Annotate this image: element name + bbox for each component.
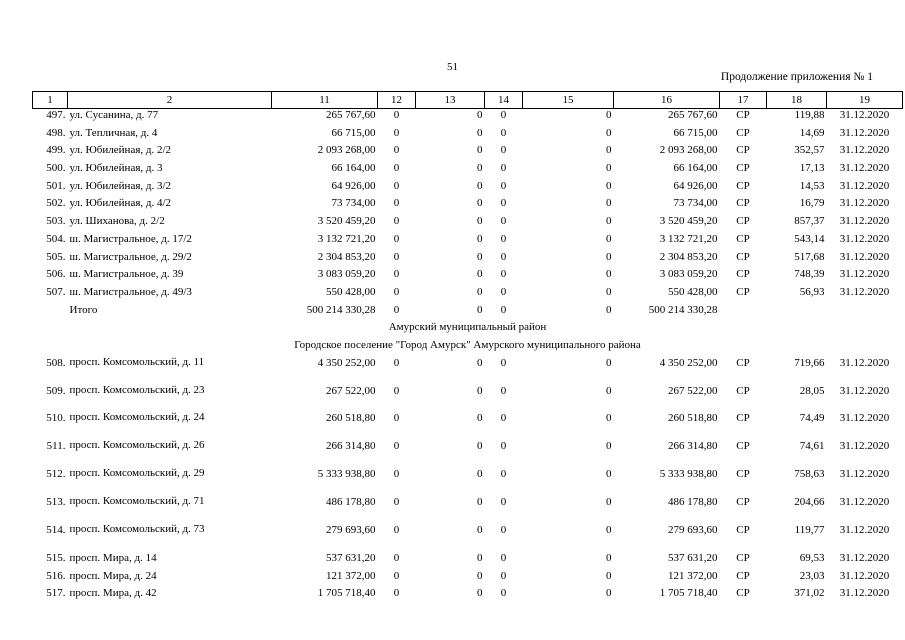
row-number: 510. [46, 412, 66, 425]
row-number: 516. [46, 569, 66, 582]
col-16-cell: 121 372,00 [668, 569, 718, 582]
row-number: 513. [46, 496, 66, 509]
col-17-cell: СР [736, 551, 750, 564]
table-row [33, 180, 903, 198]
col-16-cell: 73 734,00 [673, 197, 718, 210]
address-cell: ул. Тепличная, д. 4 [69, 126, 158, 139]
col-header-11: 11 [272, 92, 378, 109]
total-number-cell [33, 304, 68, 322]
district-row [33, 321, 903, 339]
col-13-cell: 0 [477, 412, 483, 425]
col-16-cell: 2 304 853,20 [659, 250, 718, 263]
row-number: 509. [46, 384, 66, 397]
col-15-cell: 0 [606, 144, 612, 157]
col-15-cell: 0 [606, 285, 612, 298]
col-16-cell: 66 164,00 [673, 162, 718, 175]
row-number: 504. [46, 232, 66, 245]
col-12-cell: 0 [393, 523, 400, 536]
total-col-15: 0 [606, 303, 612, 316]
col-18-cell: 517,68 [794, 250, 825, 263]
col-14-cell: 0 [500, 232, 507, 245]
col-14-cell: 0 [500, 268, 507, 281]
col-17-cell: СР [736, 197, 750, 210]
col-14-cell: 0 [500, 179, 507, 192]
col-11-cell: 2 093 268,00 [317, 144, 376, 157]
row-number: 514. [46, 523, 66, 536]
col-13-cell: 0 [477, 551, 483, 564]
col-11-cell: 66 164,00 [331, 162, 376, 175]
col-header-15: 15 [523, 92, 614, 109]
col-15-cell: 0 [606, 551, 612, 564]
table-row [33, 357, 903, 385]
row-number: 505. [46, 250, 66, 263]
table-row [33, 144, 903, 162]
address-cell: просп. Комсомольский, д. 71 [69, 495, 205, 508]
col-12-cell: 0 [393, 268, 400, 281]
col-13-cell: 0 [477, 356, 483, 369]
table-row [33, 215, 903, 233]
col-15-cell: 0 [606, 587, 612, 600]
col-19-cell: 31.12.2020 [839, 126, 890, 139]
table-row [33, 412, 903, 440]
col-15-cell: 0 [606, 569, 612, 582]
col-17-cell: СР [736, 523, 750, 536]
address-cell: ул. Юбилейная, д. 3/2 [69, 179, 172, 192]
col-13-cell: 0 [477, 232, 483, 245]
col-14-cell: 0 [500, 440, 507, 453]
col-18-cell: 74,61 [799, 440, 825, 453]
col-13-cell: 0 [477, 144, 483, 157]
col-11-cell: 121 372,00 [326, 569, 376, 582]
total-col-17 [720, 304, 767, 322]
total-col-19 [827, 304, 903, 322]
col-18-cell: 371,02 [794, 587, 825, 600]
col-13-cell: 0 [477, 179, 483, 192]
col-19-cell: 31.12.2020 [839, 384, 890, 397]
col-17-cell: СР [736, 126, 750, 139]
col-19-cell: 31.12.2020 [839, 250, 890, 263]
col-12-cell: 0 [393, 109, 400, 121]
table-row [33, 162, 903, 180]
col-17-cell: СР [736, 162, 750, 175]
col-12-cell: 0 [393, 412, 400, 425]
col-12-cell: 0 [393, 468, 400, 481]
col-14-cell: 0 [500, 162, 507, 175]
row-number: 500. [46, 162, 66, 175]
col-13-cell: 0 [477, 162, 483, 175]
row-number: 517. [46, 587, 66, 600]
address-cell: ш. Магистральное, д. 39 [69, 268, 184, 281]
col-13-cell: 0 [477, 109, 483, 121]
settlement-row [33, 339, 903, 357]
table-row [33, 552, 903, 570]
col-15-cell: 0 [606, 523, 612, 536]
col-18-cell: 69,53 [799, 551, 825, 564]
total-col-11: 500 214 330,28 [306, 303, 376, 316]
total-label: Итого [69, 303, 98, 316]
col-14-cell: 0 [500, 285, 507, 298]
col-17-cell: СР [736, 440, 750, 453]
col-17-cell: СР [736, 569, 750, 582]
col-17-cell: СР [736, 109, 750, 121]
address-cell: ул. Сусанина, д. 77 [69, 109, 159, 121]
col-17-cell: СР [736, 232, 750, 245]
col-17-cell: СР [736, 587, 750, 600]
col-17-cell: СР [736, 179, 750, 192]
col-19-cell: 31.12.2020 [839, 109, 890, 121]
col-19-cell: 31.12.2020 [839, 268, 890, 281]
col-13-cell: 0 [477, 250, 483, 263]
row-number: 515. [46, 551, 66, 564]
col-14-cell: 0 [500, 215, 507, 228]
address-cell: ул. Юбилейная, д. 3 [69, 162, 163, 175]
col-14-cell: 0 [500, 109, 507, 121]
row-number: 501. [46, 179, 66, 192]
col-18-cell: 204,66 [794, 496, 825, 509]
col-12-cell: 0 [393, 144, 400, 157]
col-16-cell: 486 178,80 [668, 496, 718, 509]
address-cell: ул. Юбилейная, д. 4/2 [69, 197, 172, 210]
table-row [33, 440, 903, 468]
col-13-cell: 0 [477, 384, 483, 397]
col-16-cell: 550 428,00 [668, 285, 718, 298]
col-19-cell: 31.12.2020 [839, 587, 890, 600]
col-16-cell: 2 093 268,00 [659, 144, 718, 157]
col-15-cell: 0 [606, 232, 612, 245]
col-15-cell: 0 [606, 496, 612, 509]
col-17-cell: СР [736, 285, 750, 298]
col-16-cell: 267 522,00 [668, 384, 718, 397]
address-cell: просп. Комсомольский, д. 23 [69, 383, 205, 396]
col-11-cell: 537 631,20 [326, 551, 376, 564]
col-15-cell: 0 [606, 215, 612, 228]
row-number: 507. [46, 285, 66, 298]
col-11-cell: 260 518,80 [326, 412, 376, 425]
address-cell: просп. Комсомольский, д. 24 [69, 411, 205, 424]
col-19-cell: 31.12.2020 [839, 232, 890, 245]
col-18-cell: 719,66 [794, 356, 825, 369]
col-11-cell: 267 522,00 [326, 384, 376, 397]
address-cell: просп. Комсомольский, д. 26 [69, 439, 205, 452]
col-11-cell: 64 926,00 [331, 179, 376, 192]
table-row [33, 385, 903, 413]
col-11-cell: 1 705 718,40 [317, 587, 376, 600]
col-19-cell: 31.12.2020 [839, 440, 890, 453]
col-19-cell: 31.12.2020 [839, 569, 890, 582]
col-16-cell: 3 132 721,20 [659, 232, 718, 245]
col-header-13: 13 [416, 92, 485, 109]
table-row [33, 197, 903, 215]
col-13-cell: 0 [477, 587, 483, 600]
col-15-cell: 0 [606, 197, 612, 210]
col-15-cell: 0 [606, 384, 612, 397]
col-18-cell: 56,93 [799, 285, 825, 298]
col-16-cell: 260 518,80 [668, 412, 718, 425]
col-18-cell: 14,53 [799, 179, 825, 192]
col-header-16: 16 [614, 92, 720, 109]
row-number: 503. [46, 215, 66, 228]
col-13-cell: 0 [477, 285, 483, 298]
col-19-cell: 31.12.2020 [839, 551, 890, 564]
col-14-cell: 0 [500, 496, 507, 509]
col-17-cell: СР [736, 356, 750, 369]
col-16-cell: 5 333 938,80 [659, 468, 718, 481]
address-cell: ул. Юбилейная, д. 2/2 [69, 144, 172, 157]
total-col-14: 0 [500, 303, 507, 316]
col-19-cell: 31.12.2020 [839, 412, 890, 425]
total-col-16: 500 214 330,28 [648, 303, 718, 316]
row-number: 508. [46, 356, 66, 369]
page-number: 51 [447, 61, 458, 73]
col-11-cell: 266 314,80 [326, 440, 376, 453]
col-16-cell: 265 767,60 [668, 109, 718, 121]
table-body-section-b [33, 357, 903, 552]
col-13-cell: 0 [477, 126, 483, 139]
row-number: 506. [46, 268, 66, 281]
col-18-cell: 758,63 [794, 468, 825, 481]
col-15-cell: 0 [606, 126, 612, 139]
col-15-cell: 0 [606, 468, 612, 481]
appendix-table [32, 91, 903, 605]
col-13-cell: 0 [477, 215, 483, 228]
table-body-section-a [33, 109, 903, 304]
col-19-cell: 31.12.2020 [839, 496, 890, 509]
col-13-cell: 0 [477, 268, 483, 281]
col-18-cell: 543,14 [794, 232, 825, 245]
col-19-cell: 31.12.2020 [839, 179, 890, 192]
settlement-heading: Городское поселение "Город Амурск" Амурского муниципального района [294, 338, 641, 351]
table-row [33, 109, 903, 127]
col-16-cell: 537 631,20 [668, 551, 718, 564]
table-row [33, 468, 903, 496]
col-11-cell: 550 428,00 [326, 285, 376, 298]
table-row [33, 251, 903, 269]
col-17-cell: СР [736, 384, 750, 397]
col-17-cell: СР [736, 468, 750, 481]
table-body-total [33, 304, 903, 357]
col-18-cell: 352,57 [794, 144, 825, 157]
col-header-14: 14 [485, 92, 523, 109]
address-cell: просп. Мира, д. 14 [69, 551, 157, 564]
col-12-cell: 0 [393, 179, 400, 192]
col-17-cell: СР [736, 250, 750, 263]
col-12-cell: 0 [393, 356, 400, 369]
col-14-cell: 0 [500, 412, 507, 425]
col-14-cell: 0 [500, 250, 507, 263]
col-13-cell: 0 [477, 440, 483, 453]
col-19-cell: 31.12.2020 [839, 162, 890, 175]
col-18-cell: 14,69 [799, 126, 825, 139]
col-14-cell: 0 [500, 468, 507, 481]
address-cell: ш. Магистральное, д. 29/2 [69, 250, 192, 263]
table-row [33, 268, 903, 286]
col-17-cell: СР [736, 496, 750, 509]
col-16-cell: 279 693,60 [668, 523, 718, 536]
col-12-cell: 0 [393, 285, 400, 298]
col-15-cell: 0 [606, 440, 612, 453]
row-number: 498. [46, 126, 66, 139]
col-18-cell: 28,05 [799, 384, 825, 397]
col-19-cell: 31.12.2020 [839, 523, 890, 536]
col-19-cell: 31.12.2020 [839, 285, 890, 298]
table-row [33, 233, 903, 251]
col-19-cell: 31.12.2020 [839, 356, 890, 369]
total-row [33, 304, 903, 322]
col-12-cell: 0 [393, 232, 400, 245]
col-18-cell: 23,03 [799, 569, 825, 582]
address-cell: просп. Комсомольский, д. 29 [69, 467, 205, 480]
col-header-18: 18 [767, 92, 827, 109]
col-11-cell: 279 693,60 [326, 523, 376, 536]
col-14-cell: 0 [500, 144, 507, 157]
table-row [33, 524, 903, 552]
col-19-cell: 31.12.2020 [839, 197, 890, 210]
col-18-cell: 74,49 [799, 412, 825, 425]
col-17-cell: СР [736, 215, 750, 228]
col-18-cell: 119,77 [794, 523, 825, 536]
col-16-cell: 266 314,80 [668, 440, 718, 453]
col-15-cell: 0 [606, 250, 612, 263]
col-13-cell: 0 [477, 523, 483, 536]
col-11-cell: 66 715,00 [331, 126, 376, 139]
col-12-cell: 0 [393, 440, 400, 453]
table-row [33, 496, 903, 524]
col-header-12: 12 [378, 92, 416, 109]
col-header-19: 19 [827, 92, 903, 109]
col-18-cell: 748,39 [794, 268, 825, 281]
address-cell: просп. Комсомольский, д. 73 [69, 522, 205, 535]
col-15-cell: 0 [606, 109, 612, 121]
col-13-cell: 0 [477, 468, 483, 481]
col-16-cell: 1 705 718,40 [659, 587, 718, 600]
row-number: 499. [46, 144, 66, 157]
col-11-cell: 73 734,00 [331, 197, 376, 210]
col-11-cell: 265 767,60 [326, 109, 376, 121]
col-14-cell: 0 [500, 587, 507, 600]
continuation-label: Продолжение приложения № 1 [720, 71, 873, 83]
col-19-cell: 31.12.2020 [839, 215, 890, 228]
col-13-cell: 0 [477, 496, 483, 509]
col-12-cell: 0 [393, 569, 400, 582]
total-col-12: 0 [393, 303, 400, 316]
col-19-cell: 31.12.2020 [839, 144, 890, 157]
col-12-cell: 0 [393, 384, 400, 397]
col-12-cell: 0 [393, 250, 400, 263]
col-17-cell: СР [736, 268, 750, 281]
table-row [33, 570, 903, 588]
col-12-cell: 0 [393, 126, 400, 139]
address-cell: просп. Мира, д. 24 [69, 569, 157, 582]
col-13-cell: 0 [477, 197, 483, 210]
district-heading: Амурский муниципальный район [388, 321, 547, 334]
col-16-cell: 3 083 059,20 [659, 268, 718, 281]
col-13-cell: 0 [477, 569, 483, 582]
col-15-cell: 0 [606, 162, 612, 175]
address-cell: ул. Шиханова, д. 2/2 [69, 215, 165, 228]
col-header-17: 17 [720, 92, 767, 109]
col-11-cell: 3 520 459,20 [317, 215, 376, 228]
col-16-cell: 3 520 459,20 [659, 215, 718, 228]
address-cell: просп. Комсомольский, д. 11 [69, 355, 205, 368]
col-18-cell: 857,37 [794, 215, 825, 228]
table-row [33, 127, 903, 145]
row-number: 497. [46, 109, 66, 121]
col-11-cell: 3 083 059,20 [317, 268, 376, 281]
col-12-cell: 0 [393, 587, 400, 600]
table-row [33, 587, 903, 605]
col-18-cell: 16,79 [799, 197, 825, 210]
col-15-cell: 0 [606, 179, 612, 192]
col-14-cell: 0 [500, 197, 507, 210]
col-14-cell: 0 [500, 384, 507, 397]
address-cell: ш. Магистральное, д. 49/3 [69, 285, 192, 298]
col-14-cell: 0 [500, 356, 507, 369]
row-number: 511. [46, 440, 66, 453]
col-17-cell: СР [736, 412, 750, 425]
address-cell: просп. Мира, д. 42 [69, 587, 157, 600]
row-number: 502. [46, 197, 66, 210]
col-12-cell: 0 [393, 496, 400, 509]
address-cell: ш. Магистральное, д. 17/2 [69, 232, 192, 245]
col-18-cell: 17,13 [799, 162, 825, 175]
col-11-cell: 5 333 938,80 [317, 468, 376, 481]
col-11-cell: 486 178,80 [326, 496, 376, 509]
table-row [33, 286, 903, 304]
col-header-1: 1 [33, 92, 68, 109]
col-15-cell: 0 [606, 412, 612, 425]
table-body-section-c [33, 552, 903, 605]
col-14-cell: 0 [500, 551, 507, 564]
col-18-cell: 119,88 [794, 109, 825, 121]
col-14-cell: 0 [500, 523, 507, 536]
col-16-cell: 64 926,00 [673, 179, 718, 192]
col-16-cell: 66 715,00 [673, 126, 718, 139]
col-11-cell: 3 132 721,20 [317, 232, 376, 245]
col-12-cell: 0 [393, 197, 400, 210]
col-15-cell: 0 [606, 356, 612, 369]
col-11-cell: 4 350 252,00 [317, 356, 376, 369]
row-number: 512. [46, 468, 66, 481]
col-17-cell: СР [736, 144, 750, 157]
col-header-2: 2 [68, 92, 272, 109]
col-12-cell: 0 [393, 215, 400, 228]
col-15-cell: 0 [606, 268, 612, 281]
col-16-cell: 4 350 252,00 [659, 356, 718, 369]
col-19-cell: 31.12.2020 [839, 468, 890, 481]
col-12-cell: 0 [393, 162, 400, 175]
header-row [33, 92, 903, 109]
total-col-18 [767, 304, 827, 322]
total-col-13: 0 [477, 303, 483, 316]
col-12-cell: 0 [393, 551, 400, 564]
col-14-cell: 0 [500, 126, 507, 139]
col-14-cell: 0 [500, 569, 507, 582]
col-11-cell: 2 304 853,20 [317, 250, 376, 263]
